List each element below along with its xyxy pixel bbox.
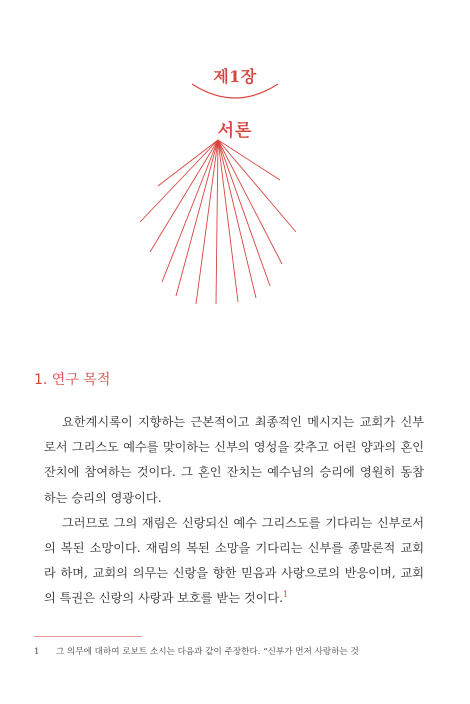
ray-line bbox=[150, 140, 218, 252]
chapter-arc-ornament bbox=[188, 82, 282, 102]
footnote-reference[interactable]: 1 bbox=[283, 590, 289, 600]
ray-line bbox=[176, 140, 218, 296]
ray-line bbox=[218, 140, 282, 264]
ray-line bbox=[218, 140, 280, 180]
body-text bbox=[44, 410, 424, 612]
ray-line bbox=[218, 140, 270, 286]
ray-line bbox=[218, 140, 296, 232]
ray-line bbox=[216, 140, 218, 304]
chapter-label: 제1장 bbox=[213, 67, 257, 86]
section-heading: 1. 연구 목적 bbox=[34, 372, 111, 388]
chapter-title: 서론 bbox=[217, 121, 253, 141]
ray-line bbox=[196, 140, 218, 304]
paragraph-2-text: 그러므로 그의 재림은 신랑되신 예수 그리스도를 기다리는 신부로서의 복된 소망이다. 재림의 복된 소망을 기다리는 신부를 종말론적 교회라 하며, 교회의 의무는 신랑을 향한 믿음과 사랑으로의 반응이며, 교회의 특권은 신랑의 사랑과 보호를 받는 것이다. bbox=[44, 515, 424, 606]
ray-line bbox=[218, 140, 256, 298]
footnote-number: 1 bbox=[34, 647, 40, 657]
chapter-rays-ornament bbox=[120, 136, 320, 306]
footnote bbox=[34, 645, 434, 657]
footnote-text: 그 의무에 대하여 로보트 소시는 다음과 같이 주장한다. “신부가 먼저 사랑하는 것 bbox=[56, 647, 359, 657]
ray-line bbox=[218, 140, 238, 302]
footnote-divider bbox=[34, 636, 142, 637]
paragraph-1: 요한계시록이 지향하는 근본적이고 최종적인 메시지는 교회가 신부로서 그리스도 예수를 맞이하는 신부의 영성을 갖추고 어린 양과의 혼인 잔치에 참여하는 것이다. 그 혼인 잔치는 예수님의 승리에 영원히 동참하는 승리의 영광이다. bbox=[44, 415, 424, 505]
paragraph-2 bbox=[44, 511, 424, 612]
ray-line bbox=[140, 140, 218, 222]
